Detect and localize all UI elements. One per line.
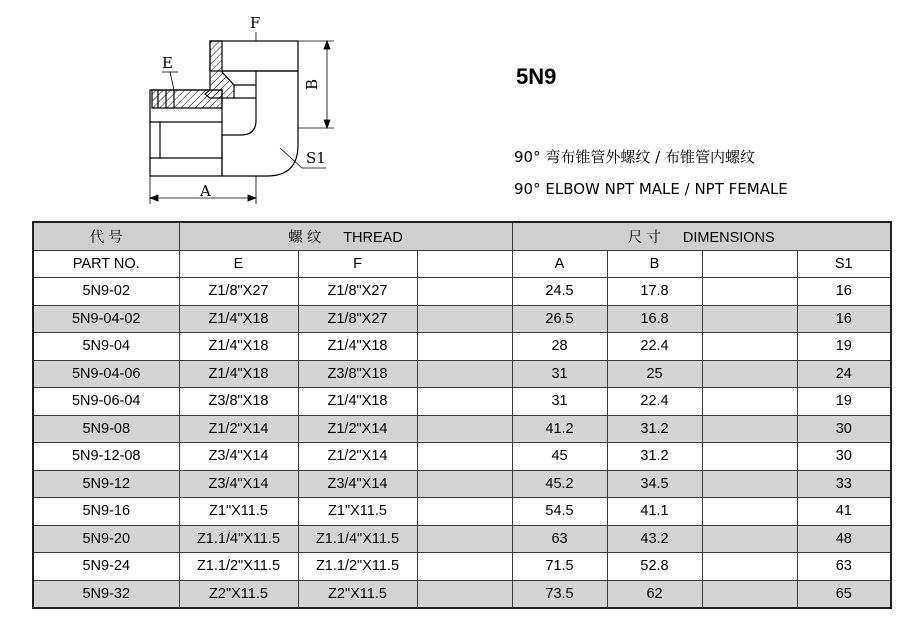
elbow-fitting-drawing <box>130 10 350 210</box>
cell-thread-e: Z1/4"X18 <box>179 305 298 333</box>
cell-blank <box>417 278 512 306</box>
cell-thread-e: Z3/4"X14 <box>179 470 298 498</box>
header-a: A <box>512 250 607 278</box>
label-f: F <box>250 14 261 32</box>
cell-dim-a: 31 <box>512 360 607 388</box>
cell-thread-e: Z1.1/4"X11.5 <box>179 525 298 553</box>
label-a: A <box>200 182 211 200</box>
cell-thread-f: Z1.1/2"X11.5 <box>298 553 417 581</box>
cell-blank <box>417 388 512 416</box>
table-row <box>33 443 891 471</box>
label-e: E <box>162 54 173 72</box>
cell-thread-e: Z1"X11.5 <box>179 498 298 526</box>
cell-dim-s1: 48 <box>797 525 891 553</box>
cell-thread-f: Z1/8"X27 <box>298 278 417 306</box>
cell-dim-s1: 30 <box>797 415 891 443</box>
specification-table <box>32 221 892 609</box>
table-row <box>33 525 891 553</box>
cell-dim-a: 54.5 <box>512 498 607 526</box>
cell-thread-e: Z2"X11.5 <box>179 580 298 608</box>
cell-part-no: 5N9-20 <box>33 525 179 553</box>
header-row-2 <box>33 250 891 278</box>
cell-blank <box>702 305 797 333</box>
cell-blank <box>702 443 797 471</box>
cell-part-no: 5N9-06-04 <box>33 388 179 416</box>
cell-blank <box>702 525 797 553</box>
cell-dim-b: 22.4 <box>607 388 702 416</box>
cell-blank <box>702 580 797 608</box>
cell-thread-f: Z2"X11.5 <box>298 580 417 608</box>
cell-blank <box>417 333 512 361</box>
cell-dim-a: 71.5 <box>512 553 607 581</box>
product-code: 5N9 <box>516 64 557 89</box>
cell-dim-a: 31 <box>512 388 607 416</box>
cell-thread-f: Z3/8"X18 <box>298 360 417 388</box>
cell-dim-b: 34.5 <box>607 470 702 498</box>
cell-dim-a: 26.5 <box>512 305 607 333</box>
cell-blank <box>702 388 797 416</box>
cell-thread-e: Z1/4"X18 <box>179 360 298 388</box>
cell-dim-s1: 16 <box>797 305 891 333</box>
label-s1: S1 <box>306 149 326 167</box>
cell-thread-e: Z1.1/2"X11.5 <box>179 553 298 581</box>
cell-part-no: 5N9-04 <box>33 333 179 361</box>
table-row <box>33 305 891 333</box>
cell-dim-a: 45.2 <box>512 470 607 498</box>
cell-dim-s1: 19 <box>797 333 891 361</box>
cell-blank <box>417 580 512 608</box>
cell-part-no: 5N9-04-02 <box>33 305 179 333</box>
cell-part-no: 5N9-32 <box>33 580 179 608</box>
cell-thread-f: Z3/4"X14 <box>298 470 417 498</box>
header-part-no: PART NO. <box>33 250 179 278</box>
product-description-en: 90° ELBOW NPT MALE / NPT FEMALE <box>514 180 788 198</box>
cell-part-no: 5N9-16 <box>33 498 179 526</box>
cell-blank <box>417 443 512 471</box>
cell-dim-s1: 24 <box>797 360 891 388</box>
cell-thread-f: Z1/8"X27 <box>298 305 417 333</box>
cell-dim-a: 28 <box>512 333 607 361</box>
cell-part-no: 5N9-24 <box>33 553 179 581</box>
cell-thread-e: Z3/8"X18 <box>179 388 298 416</box>
cell-dim-s1: 16 <box>797 278 891 306</box>
table-row <box>33 553 891 581</box>
header-thread: 螺 纹 THREAD <box>179 222 512 250</box>
cell-dim-b: 17.8 <box>607 278 702 306</box>
cell-dim-b: 43.2 <box>607 525 702 553</box>
cell-dim-b: 31.2 <box>607 443 702 471</box>
cell-blank <box>702 360 797 388</box>
table-row <box>33 580 891 608</box>
cell-thread-e: Z1/4"X18 <box>179 333 298 361</box>
header-b: B <box>607 250 702 278</box>
table-row <box>33 278 891 306</box>
header-dimensions: 尺 寸 DIMENSIONS <box>512 222 891 250</box>
cell-dim-s1: 33 <box>797 470 891 498</box>
cell-dim-s1: 65 <box>797 580 891 608</box>
cell-dim-b: 31.2 <box>607 415 702 443</box>
cell-dim-b: 16.8 <box>607 305 702 333</box>
header-s1: S1 <box>797 250 891 278</box>
cell-blank <box>417 498 512 526</box>
elbow-drawing-svg <box>130 10 350 210</box>
cell-thread-f: Z1.1/4"X11.5 <box>298 525 417 553</box>
cell-dim-a: 73.5 <box>512 580 607 608</box>
cell-dim-a: 24.5 <box>512 278 607 306</box>
cell-part-no: 5N9-08 <box>33 415 179 443</box>
cell-thread-e: Z1/2"X14 <box>179 415 298 443</box>
cell-part-no: 5N9-04-06 <box>33 360 179 388</box>
cell-blank <box>702 415 797 443</box>
cell-dim-b: 22.4 <box>607 333 702 361</box>
cell-thread-f: Z1/4"X18 <box>298 333 417 361</box>
cell-thread-f: Z1/4"X18 <box>298 388 417 416</box>
table-row <box>33 360 891 388</box>
cell-blank <box>702 333 797 361</box>
table-row <box>33 388 891 416</box>
cell-dim-b: 41.1 <box>607 498 702 526</box>
cell-dim-a: 63 <box>512 525 607 553</box>
cell-blank <box>417 525 512 553</box>
cell-thread-f: Z1"X11.5 <box>298 498 417 526</box>
header-f: F <box>298 250 417 278</box>
cell-dim-a: 41.2 <box>512 415 607 443</box>
header-row-1 <box>33 222 891 250</box>
cell-dim-s1: 41 <box>797 498 891 526</box>
cell-thread-f: Z1/2"X14 <box>298 443 417 471</box>
cell-thread-e: Z1/8"X27 <box>179 278 298 306</box>
cell-dim-s1: 19 <box>797 388 891 416</box>
cell-dim-s1: 30 <box>797 443 891 471</box>
table-row <box>33 470 891 498</box>
cell-blank <box>702 470 797 498</box>
cell-blank <box>702 553 797 581</box>
cell-blank <box>417 305 512 333</box>
cell-thread-e: Z3/4"X14 <box>179 443 298 471</box>
cell-thread-f: Z1/2"X14 <box>298 415 417 443</box>
cell-blank <box>702 498 797 526</box>
header-e: E <box>179 250 298 278</box>
cell-part-no: 5N9-12 <box>33 470 179 498</box>
cell-blank <box>702 278 797 306</box>
cell-blank <box>417 415 512 443</box>
table-row <box>33 415 891 443</box>
label-b: B <box>303 78 321 90</box>
header-blank <box>417 250 512 278</box>
header-blank <box>702 250 797 278</box>
product-description-cn: 90° 弯布锥管外螺纹 / 布锥管内螺纹 <box>514 148 755 166</box>
cell-blank <box>417 553 512 581</box>
cell-dim-b: 25 <box>607 360 702 388</box>
table-body <box>33 278 891 609</box>
cell-dim-b: 62 <box>607 580 702 608</box>
cell-part-no: 5N9-12-08 <box>33 443 179 471</box>
cell-blank <box>417 360 512 388</box>
cell-dim-s1: 63 <box>797 553 891 581</box>
cell-blank <box>417 470 512 498</box>
cell-part-no: 5N9-02 <box>33 278 179 306</box>
cell-dim-b: 52.8 <box>607 553 702 581</box>
table-row <box>33 333 891 361</box>
header-part-cn: 代 号 <box>33 222 179 250</box>
cell-dim-a: 45 <box>512 443 607 471</box>
table-row <box>33 498 891 526</box>
